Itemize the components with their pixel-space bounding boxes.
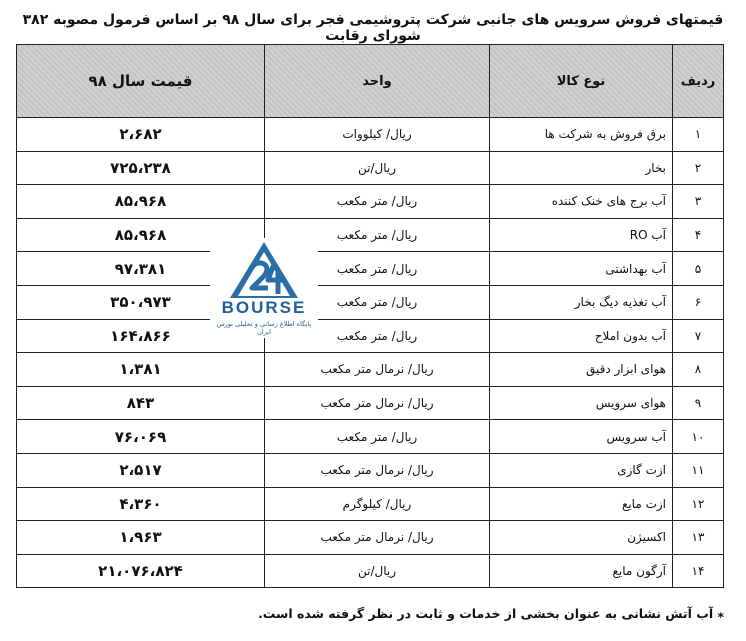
table-row: [17, 185, 724, 219]
table-row: [17, 554, 724, 588]
cell-row-number: ۶: [673, 285, 724, 319]
cell-item-type: هوای سرویس: [490, 386, 673, 420]
cell-item-type: آب بدون املاح: [490, 319, 673, 353]
document-title: قیمتهای فروش سرویس های جانبی شرکت پتروشیمی فجر برای سال ۹۸ بر اساس فرمول مصوبه ۳۸۲ شورای رقابت: [22, 12, 724, 44]
cell-row-number: ۱۱: [673, 453, 724, 487]
cell-row-number: ۲: [673, 151, 724, 185]
table-row: [17, 420, 724, 454]
cell-price: ۱،۳۸۱: [17, 353, 265, 387]
bourse24-logo-icon: [228, 240, 300, 300]
cell-unit: ریال/ متر مکعب: [265, 420, 490, 454]
price-table: [16, 44, 724, 588]
cell-item-type: ازت گازی: [490, 453, 673, 487]
cell-price: ۷۲۵،۲۳۸: [17, 151, 265, 185]
table-row: [17, 252, 724, 286]
table-body: [17, 118, 724, 588]
cell-item-type: اکسیژن: [490, 521, 673, 555]
table-row: [17, 386, 724, 420]
cell-item-type: بخار: [490, 151, 673, 185]
logo-wordmark: BOURSE: [221, 298, 307, 317]
cell-item-type: هوای ابزار دقیق: [490, 353, 673, 387]
cell-unit: ریال/ نرمال متر مکعب: [265, 453, 490, 487]
cell-price: ۷۶،۰۶۹: [17, 420, 265, 454]
cell-row-number: ۱۳: [673, 521, 724, 555]
cell-price: ۱،۹۶۳: [17, 521, 265, 555]
table-row: [17, 285, 724, 319]
cell-row-number: ۷: [673, 319, 724, 353]
cell-unit: ریال/ کیلووات: [265, 118, 490, 152]
cell-price: ۸۵،۹۶۸: [17, 185, 265, 219]
table-row: [17, 487, 724, 521]
cell-row-number: ۴: [673, 218, 724, 252]
table-header-row: [17, 45, 724, 118]
table-row: [17, 218, 724, 252]
cell-row-number: ۵: [673, 252, 724, 286]
cell-unit: ریال/ متر مکعب: [265, 252, 490, 286]
cell-item-type: آب بهداشتی: [490, 252, 673, 286]
cell-unit: ریال/ متر مکعب: [265, 285, 490, 319]
cell-price: ۲۱،۰۷۶،۸۲۴: [17, 554, 265, 588]
logo-subtitle: پایگاه اطلاع رسانی و تحلیلی بورس ایران: [216, 320, 312, 336]
bourse24-watermark-logo: [210, 238, 318, 338]
cell-price: ۹۷،۳۸۱: [17, 252, 265, 286]
cell-item-type: آب سرویس: [490, 420, 673, 454]
cell-unit: ریال/تن: [265, 151, 490, 185]
header-price: قیمت سال ۹۸: [17, 45, 265, 118]
cell-row-number: ۱: [673, 118, 724, 152]
cell-unit: ریال/ کیلوگرم: [265, 487, 490, 521]
table-row: [17, 353, 724, 387]
cell-unit: ریال/ متر مکعب: [265, 319, 490, 353]
cell-price: ۲،۵۱۷: [17, 453, 265, 487]
cell-unit: ریال/ متر مکعب: [265, 218, 490, 252]
cell-unit: ریال/تن: [265, 554, 490, 588]
cell-price: ۸۴۳: [17, 386, 265, 420]
cell-unit: ریال/ نرمال متر مکعب: [265, 521, 490, 555]
cell-row-number: ۱۰: [673, 420, 724, 454]
cell-price: ۳۵۰،۹۷۳: [17, 285, 265, 319]
price-table-container: [16, 44, 724, 588]
cell-row-number: ۹: [673, 386, 724, 420]
cell-price: ۱۶۴،۸۶۶: [17, 319, 265, 353]
table-row: [17, 151, 724, 185]
cell-price: ۲،۶۸۲: [17, 118, 265, 152]
cell-row-number: ۸: [673, 353, 724, 387]
cell-row-number: ۱۴: [673, 554, 724, 588]
header-item-type: نوع کالا: [490, 45, 673, 118]
cell-row-number: ۱۲: [673, 487, 724, 521]
table-row: [17, 319, 724, 353]
header-unit: واحد: [265, 45, 490, 118]
table-row: [17, 118, 724, 152]
cell-item-type: آب برج های خنک کننده: [490, 185, 673, 219]
cell-item-type: آرگون مایع: [490, 554, 673, 588]
cell-row-number: ۳: [673, 185, 724, 219]
cell-unit: ریال/ متر مکعب: [265, 185, 490, 219]
footnote: ⁎ آب آتش نشانی به عنوان بخشی از خدمات و ثابت در نظر گرفته شده است.: [258, 606, 724, 621]
table-row: [17, 521, 724, 555]
cell-price: ۴،۳۶۰: [17, 487, 265, 521]
cell-unit: ریال/ نرمال متر مکعب: [265, 353, 490, 387]
cell-price: ۸۵،۹۶۸: [17, 218, 265, 252]
cell-item-type: آب RO: [490, 218, 673, 252]
cell-unit: ریال/ نرمال متر مکعب: [265, 386, 490, 420]
cell-item-type: برق فروش به شرکت ها: [490, 118, 673, 152]
cell-item-type: آب تغذیه دیگ بخار: [490, 285, 673, 319]
table-row: [17, 453, 724, 487]
cell-item-type: ازت مایع: [490, 487, 673, 521]
header-row-number: ردیف: [673, 45, 724, 118]
